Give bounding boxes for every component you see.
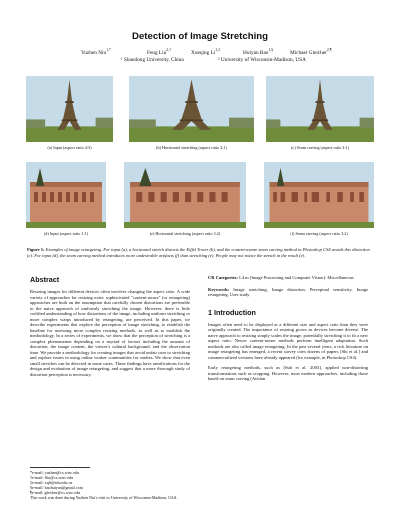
footnote-4: §e-mail: baohuiyan@gmail.com: [30, 485, 83, 491]
author-1: Yuzhen Niu$^{1,*}$: [81, 48, 111, 56]
caption-a: (a) Input (aspect ratio 4:3): [47, 145, 92, 150]
paper-title: Detection of Image Stretching: [132, 31, 268, 42]
caption-b: (b) Horizontal stretching (aspect ratio 2:1): [156, 145, 227, 150]
figure-caption-text: Examples of image retargeting. For input (a), a horizontal stretch distorts the Eiffel Tower (b), and the content-aware seam carving method in Photoshop CS4 avoids this distortion (c). For input (d), the seam carving method introduces more undesirable artifacts (f) than stretching (e). People may not notice the stretch in the result (e).: [27, 247, 370, 258]
figure-image-c: [266, 76, 374, 142]
figure-image-a: [26, 76, 113, 142]
affiliation-1: ¹ Shandong University, China: [121, 57, 184, 63]
footnotes: [30, 470, 192, 501]
figure-row-2: [26, 162, 374, 240]
figure-image-b: [129, 76, 254, 142]
affiliation-2: ² University of Wisconsin-Madison, USA: [218, 57, 306, 63]
author-2: Feng Liu$^{2,\dagger}$: [147, 48, 172, 56]
figure-image-f: [264, 162, 374, 228]
caption-d: (d) Input (aspect ratio 1:1): [43, 231, 89, 236]
affiliation-list: [0, 57, 400, 67]
intro-paragraph-2: Early retargeting methods, such as [Suh et al. 2003], applied non-distorting transformations such as cropping. However, most modern approaches, including those based on seam carving [Avidan: [208, 365, 368, 382]
author-3: Xueqing $Li^{1,\ddagger}$: [191, 48, 221, 56]
caption-f: (f) Seam carving (aspect ratio 3:2): [290, 231, 348, 236]
footnote-5: ¶e-mail: gleicher@cs.wisc.edu: [30, 490, 81, 496]
figure-image-e: [124, 162, 246, 228]
intro-paragraph-1: Images often need to be displayed at a different size and aspect ratio than they were originally created. The importance of resizing grows as devices become diverse. The naive approach to resizing simply scales the image, potentially stretching it to fit a new aspect ratio. Newer content-aware methods perform intelligent adaptation. Such methods are also called image retargeting. In the past several years, a rich literature on image retargeting has emerged, a recent survey cites dozens of papers [Shi et al.] and commercialized versions have already appeared (for example, in Photoshop CS4).: [208, 321, 368, 360]
footnote-rule: [30, 467, 90, 468]
footnote-2: †e-mail: fliu@cs.wisc.edu: [30, 475, 73, 481]
footnote-1: *e-mail: yuzhen@cs.wisc.edu: [30, 470, 80, 475]
abstract-heading: Abstract: [30, 275, 60, 284]
left-column: [30, 275, 190, 377]
figure-row-1: [26, 76, 374, 154]
keywords: Keywords: Image stretching, Image distortion, Perceptual sensitivity, Image retargeting, User study: [208, 286, 369, 298]
author-5: Michael Gleicher$^{2,\P}$: [290, 48, 332, 56]
caption-c: (c) Seam carving (aspect ratio 2:1): [290, 145, 350, 150]
figure-image-d: [26, 162, 106, 228]
footnote-6: This work was done during Yuzhen Niu's visit to University of Wisconsin-Madison, USA.: [30, 495, 178, 501]
right-column: [208, 275, 368, 382]
caption-e: (e) Horizontal stretching (aspect ratio 3:2): [149, 231, 221, 236]
figure-caption: [27, 247, 373, 258]
abstract-text: Resizing images for different devices often involves changing the aspect ratio. A wide variety of approaches for resizing exist: sophisticated "content-aware" (or retargeting) approaches are built on the assumption that carefully chosen distortions are preferable to the naive approach of uniformly stretching the image. However, there is little codified understanding of how distortions of the image, including uniform stretching or more complex warps introduced by retargeting, are perceived. In this paper, we describe experiments that explore the perception of image stretching, to establish the baseline for assessing more complex resizing methods, as well as to establish the methodology. In a series of experiments, we show that the perception of stretching is a complex phenomenon depending on a myriad of factors including the amount of distortion, the image content, the viewer's cultural background, and the observation time. We provide a methodology for creating images that avoid unfair cues to stretching and explore issues in using online worker communities for studies. We show that even small stretches can be detected in some cases. These findings have ramifications for the design and evaluation of image retargeting, and suggest that a more thorough study of distortion perception is necessary.: [30, 289, 190, 377]
cr-categories: CR Categories: I.4.m [Image Processing and Computer Vision]: Miscellaneous: [208, 275, 354, 280]
figure-label: Figure 1:: [27, 247, 45, 252]
introduction-heading: 1 Introduction: [208, 307, 256, 317]
author-4: Huiyan Bao$^{1,\S}$: [243, 48, 274, 56]
footnote-3: ‡e-mail: xqli@sdu.edu.cn: [30, 480, 73, 486]
